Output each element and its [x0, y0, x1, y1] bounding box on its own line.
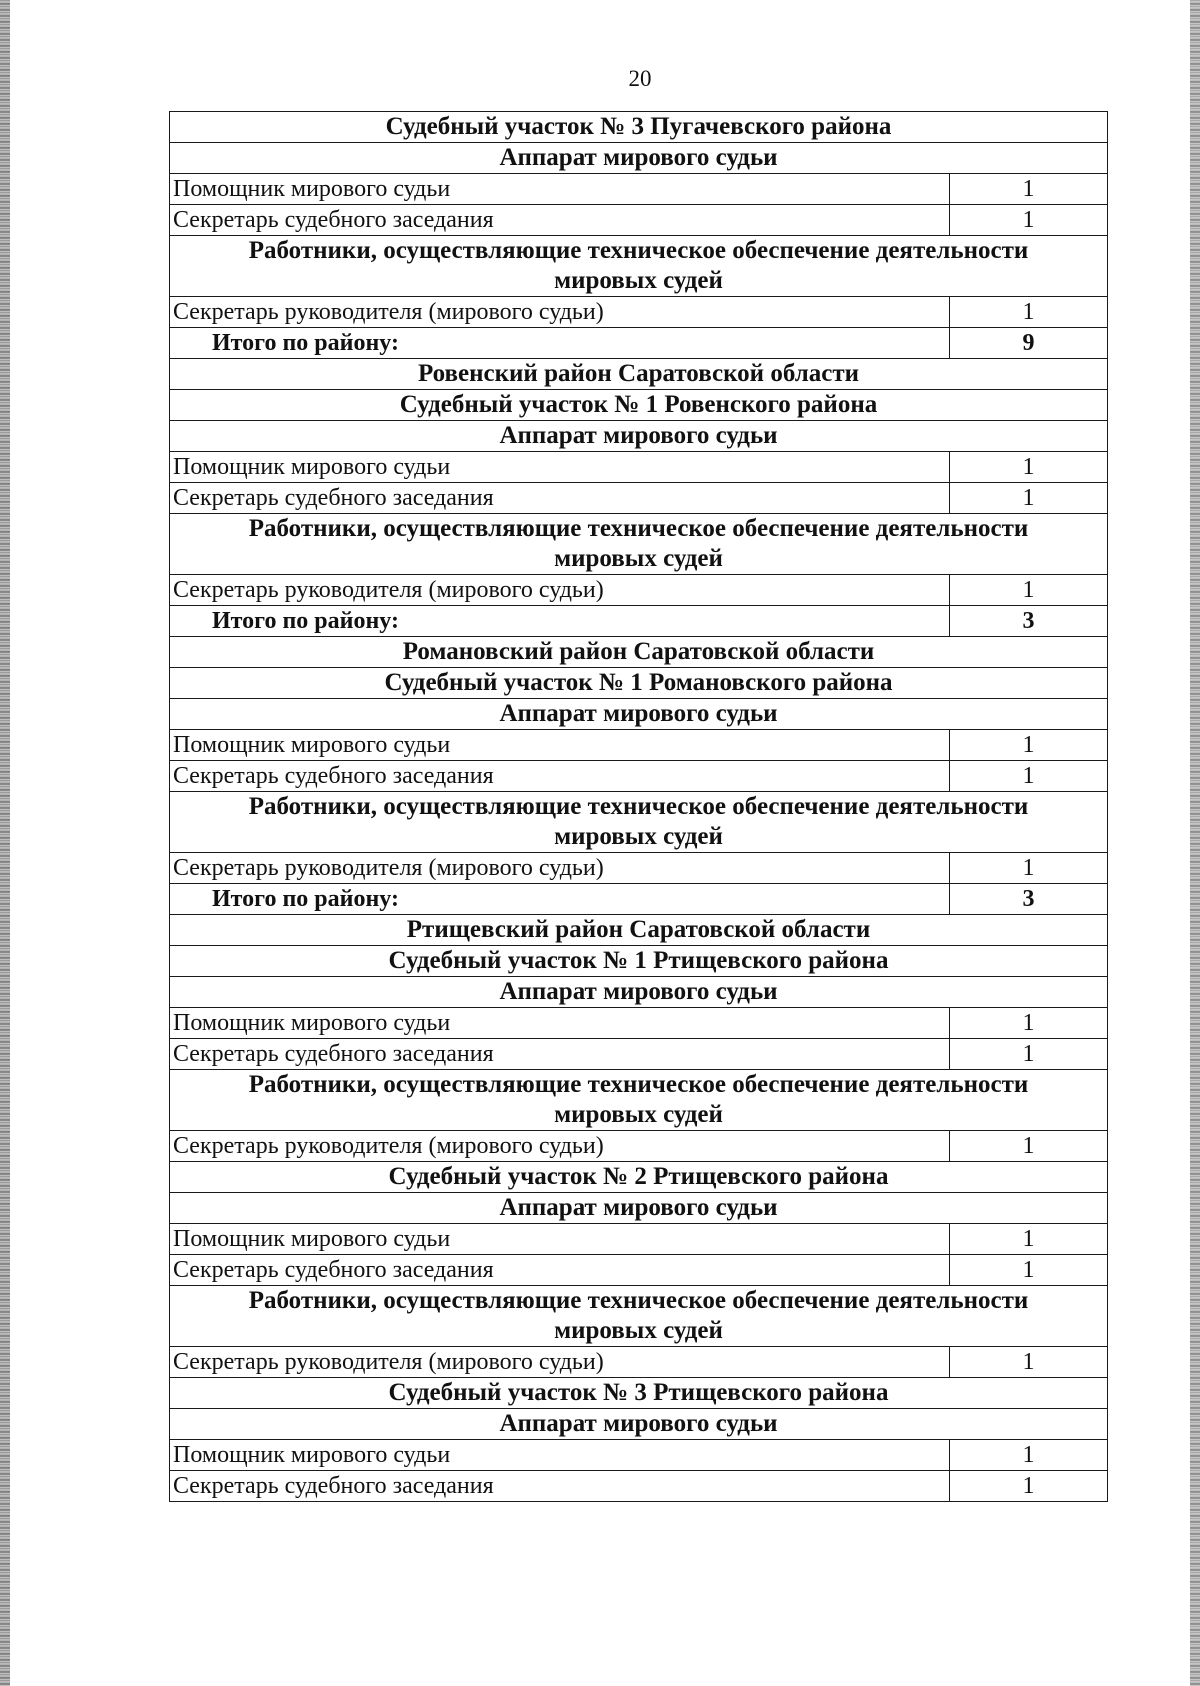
position-count: 1 — [950, 1471, 1108, 1502]
section-heading-row — [170, 1162, 1108, 1193]
position-name: Секретарь руководителя (мирового судьи) — [170, 297, 950, 328]
total-value: 9 — [950, 328, 1108, 359]
section-heading: Судебный участок № 2 Ртищевского района — [170, 1162, 1108, 1193]
position-count: 1 — [950, 297, 1108, 328]
position-count: 1 — [950, 1224, 1108, 1255]
section-heading: Аппарат мирового судьи — [170, 143, 1108, 174]
position-count: 1 — [950, 1008, 1108, 1039]
staff-table-body — [170, 112, 1108, 1502]
position-row — [170, 575, 1108, 606]
position-name: Помощник мирового судьи — [170, 1440, 950, 1471]
position-name: Помощник мирового судьи — [170, 174, 950, 205]
section-heading-row — [170, 1193, 1108, 1224]
section-heading: Ртищевский район Саратовской области — [170, 915, 1108, 946]
position-row — [170, 853, 1108, 884]
section-heading: Работники, осуществляющие техническое обеспечение деятельности мировых судей — [170, 1070, 1108, 1131]
position-name: Секретарь судебного заседания — [170, 1471, 950, 1502]
position-count: 1 — [950, 452, 1108, 483]
section-heading-row — [170, 112, 1108, 143]
position-row — [170, 1224, 1108, 1255]
position-name: Помощник мирового судьи — [170, 1008, 950, 1039]
section-heading-row — [170, 668, 1108, 699]
position-row — [170, 452, 1108, 483]
total-row — [170, 884, 1108, 915]
position-name: Секретарь судебного заседания — [170, 483, 950, 514]
position-name: Помощник мирового судьи — [170, 452, 950, 483]
position-row — [170, 1471, 1108, 1502]
total-value: 3 — [950, 884, 1108, 915]
section-heading-row — [170, 946, 1108, 977]
page-number: 20 — [628, 66, 652, 91]
section-heading-row — [170, 514, 1108, 575]
position-row — [170, 1008, 1108, 1039]
position-row — [170, 730, 1108, 761]
position-name: Секретарь судебного заседания — [170, 1255, 950, 1286]
position-count: 1 — [950, 1131, 1108, 1162]
position-count: 1 — [950, 174, 1108, 205]
section-heading-row — [170, 1286, 1108, 1347]
position-row — [170, 174, 1108, 205]
position-name: Помощник мирового судьи — [170, 730, 950, 761]
position-count: 1 — [950, 1347, 1108, 1378]
section-heading: Аппарат мирового судьи — [170, 1409, 1108, 1440]
section-heading: Судебный участок № 1 Ртищевского района — [170, 946, 1108, 977]
section-heading: Работники, осуществляющие техническое обеспечение деятельности мировых судей — [170, 792, 1108, 853]
position-count: 1 — [950, 575, 1108, 606]
position-row — [170, 1039, 1108, 1070]
position-count: 1 — [950, 730, 1108, 761]
position-name: Секретарь судебного заседания — [170, 1039, 950, 1070]
position-count: 1 — [950, 1255, 1108, 1286]
position-row — [170, 1347, 1108, 1378]
section-heading-row — [170, 236, 1108, 297]
position-count: 1 — [950, 1039, 1108, 1070]
position-name: Секретарь судебного заседания — [170, 205, 950, 236]
scan-edge-left — [0, 0, 10, 1686]
position-row — [170, 1131, 1108, 1162]
section-heading: Романовский район Саратовской области — [170, 637, 1108, 668]
section-heading-row — [170, 1409, 1108, 1440]
section-heading: Судебный участок № 1 Романовского района — [170, 668, 1108, 699]
position-name: Секретарь руководителя (мирового судьи) — [170, 1347, 950, 1378]
section-heading-row — [170, 977, 1108, 1008]
total-row — [170, 606, 1108, 637]
total-label: Итого по району: — [170, 328, 950, 359]
position-row — [170, 761, 1108, 792]
position-count: 1 — [950, 853, 1108, 884]
total-value: 3 — [950, 606, 1108, 637]
position-row — [170, 1440, 1108, 1471]
section-heading: Работники, осуществляющие техническое обеспечение деятельности мировых судей — [170, 514, 1108, 575]
section-heading: Работники, осуществляющие техническое обеспечение деятельности мировых судей — [170, 1286, 1108, 1347]
section-heading-row — [170, 1070, 1108, 1131]
staff-table — [169, 111, 1108, 1502]
scan-edge-right — [1190, 0, 1200, 1686]
position-row — [170, 1255, 1108, 1286]
section-heading: Аппарат мирового судьи — [170, 1193, 1108, 1224]
position-name: Секретарь руководителя (мирового судьи) — [170, 1131, 950, 1162]
section-heading-row — [170, 792, 1108, 853]
section-heading-row — [170, 915, 1108, 946]
position-name: Секретарь судебного заседания — [170, 761, 950, 792]
section-heading-row — [170, 699, 1108, 730]
section-heading: Судебный участок № 3 Пугачевского района — [170, 112, 1108, 143]
position-count: 1 — [950, 1440, 1108, 1471]
section-heading-row — [170, 359, 1108, 390]
position-row — [170, 483, 1108, 514]
position-count: 1 — [950, 205, 1108, 236]
section-heading: Аппарат мирового судьи — [170, 977, 1108, 1008]
position-name: Секретарь руководителя (мирового судьи) — [170, 853, 950, 884]
section-heading: Аппарат мирового судьи — [170, 421, 1108, 452]
total-row — [170, 328, 1108, 359]
position-row — [170, 205, 1108, 236]
section-heading: Судебный участок № 1 Ровенского района — [170, 390, 1108, 421]
section-heading-row — [170, 1378, 1108, 1409]
section-heading: Работники, осуществляющие техническое обеспечение деятельности мировых судей — [170, 236, 1108, 297]
section-heading-row — [170, 637, 1108, 668]
position-count: 1 — [950, 483, 1108, 514]
total-label: Итого по району: — [170, 884, 950, 915]
position-name: Помощник мирового судьи — [170, 1224, 950, 1255]
section-heading: Ровенский район Саратовской области — [170, 359, 1108, 390]
section-heading: Судебный участок № 3 Ртищевского района — [170, 1378, 1108, 1409]
position-count: 1 — [950, 761, 1108, 792]
position-row — [170, 297, 1108, 328]
section-heading-row — [170, 390, 1108, 421]
position-name: Секретарь руководителя (мирового судьи) — [170, 575, 950, 606]
total-label: Итого по району: — [170, 606, 950, 637]
section-heading-row — [170, 421, 1108, 452]
section-heading-row — [170, 143, 1108, 174]
section-heading: Аппарат мирового судьи — [170, 699, 1108, 730]
